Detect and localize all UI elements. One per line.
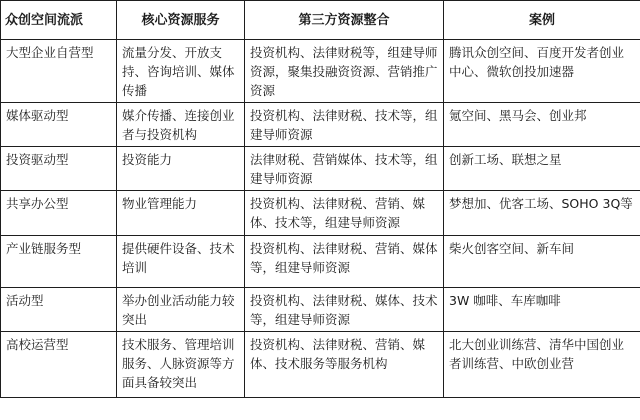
cell-cases: 氪空间、黑马会、创业邦 [444,103,640,147]
table-row [1,103,640,147]
table-row [1,332,640,398]
cell-type: 高校运营型 [1,332,117,398]
cell-type: 共享办公型 [1,191,117,236]
cell-type: 活动型 [1,288,117,332]
header-core-services: 核心资源服务 [117,1,245,40]
cell-cases: 创新工场、联想之星 [444,147,640,191]
cell-core-services: 举办创业活动能力较突出 [117,288,245,332]
cell-core-services: 提供硬件设备、技术培训 [117,236,245,288]
table-row [1,288,640,332]
table-row [1,40,640,103]
cell-third-party: 法律财税、营销媒体、技术等，组建导师资源 [245,147,444,191]
table-row [1,147,640,191]
header-row [1,1,640,40]
cell-core-services: 技术服务、管理培训服务、人脉资源等方面具备较突出 [117,332,245,398]
cell-cases: 北大创业训练营、清华中国创业者训练营、中欧创业营 [444,332,640,398]
cell-cases: 梦想加、优客工场、SOHO 3Q等 [444,191,640,236]
cell-type: 投资驱动型 [1,147,117,191]
header-third-party: 第三方资源整合 [245,1,444,40]
cell-third-party: 投资机构、法律财税、技术等，组建导师资源 [245,103,444,147]
cell-type: 产业链服务型 [1,236,117,288]
cell-cases: 腾讯众创空间、百度开发者创业中心、微软创投加速器 [444,40,640,103]
cell-type: 媒体驱动型 [1,103,117,147]
header-cases: 案例 [444,1,640,40]
cell-core-services: 流量分发、开放支持、咨询培训、媒体传播 [117,40,245,103]
cell-core-services: 物业管理能力 [117,191,245,236]
cell-core-services: 媒介传播、连接创业者与投资机构 [117,103,245,147]
table-row [1,191,640,236]
cell-type: 大型企业自营型 [1,40,117,103]
table-row [1,236,640,288]
cell-third-party: 投资机构、法律财税、营销、媒体、技术服务等服务机构 [245,332,444,398]
cell-third-party: 投资机构、法律财税等，组建导师资源，聚集投融资资源、营销推广资源 [245,40,444,103]
cell-third-party: 投资机构、法律财税、营销、媒体、技术等，组建导师资源 [245,191,444,236]
cell-third-party: 投资机构、法律财税、媒体、技术等，组建导师资源 [245,288,444,332]
cell-third-party: 投资机构、法律财税、营销、媒体等，组建导师资源 [245,236,444,288]
cell-core-services: 投资能力 [117,147,245,191]
cell-cases: 3W 咖啡、车库咖啡 [444,288,640,332]
header-type: 众创空间流派 [1,1,117,40]
cell-cases: 柴火创客空间、新车间 [444,236,640,288]
